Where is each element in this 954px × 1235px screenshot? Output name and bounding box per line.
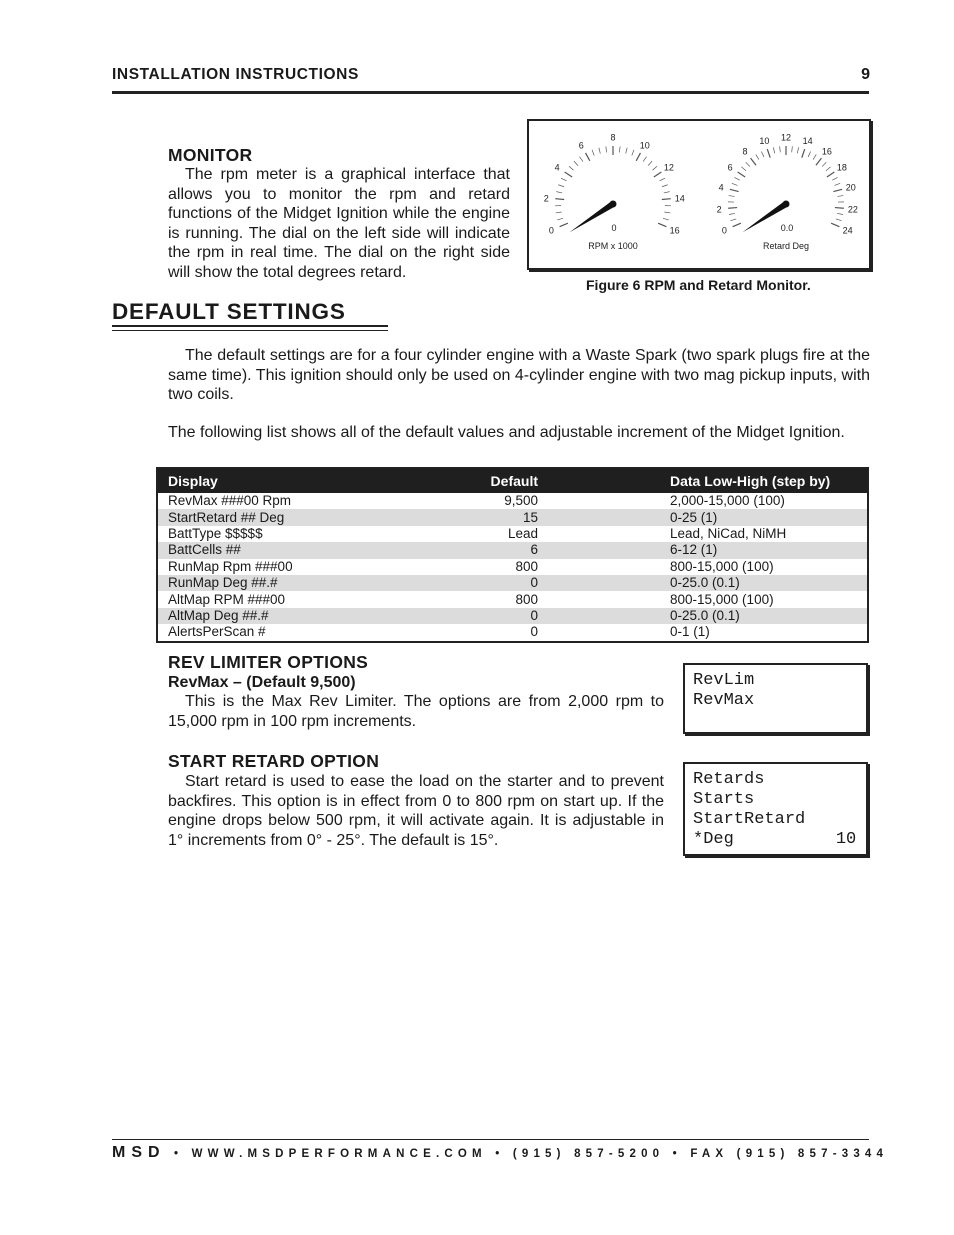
gauge-tick-label: 16 [821, 146, 832, 157]
table-header-row [157, 468, 868, 493]
gauge-tick [606, 146, 607, 152]
gauge-tick [761, 151, 764, 156]
gauge-tick-label: 4 [718, 182, 724, 193]
lcd-line: Starts [693, 790, 755, 809]
table-cell-display: StartRetard ## Deg [157, 509, 398, 525]
table-cell-default: 800 [515, 591, 538, 607]
page-number: 9 [861, 66, 870, 83]
gauge-tick [569, 166, 574, 170]
table-row [157, 493, 868, 509]
table-cell-default: 0 [530, 624, 538, 640]
gauge-tick [746, 162, 750, 166]
gauge-tick-label: 12 [663, 162, 674, 173]
gauge-tick [732, 183, 738, 185]
table-row [157, 542, 868, 558]
table-row [157, 526, 868, 542]
gauge-tick [556, 212, 562, 213]
gauge-tick [660, 178, 665, 181]
table-row [157, 591, 868, 607]
footer-fax: FAX (915) 857-3344 [690, 1148, 889, 1160]
default-settings-paragraph-2: The following list shows all of the default values and adjustable increment of the Midget Ignition. [168, 424, 845, 441]
gauge-tick [835, 208, 844, 209]
table-cell-display: AltMap RPM ###00 [168, 591, 286, 607]
monitor-heading: MONITOR [168, 145, 253, 165]
gauge-unit-label: Retard Deg [762, 241, 810, 251]
gauge-tick [837, 213, 843, 214]
gauge-tick [780, 146, 781, 152]
table-cell-range: 800-15,000 (100) [670, 591, 774, 607]
gauge-tick [802, 149, 805, 158]
table-cell-display: RevMax ###00 Rpm [168, 493, 292, 509]
table-cell-display: RunMap Rpm ###00 [168, 558, 293, 574]
gauge-tick [837, 196, 843, 197]
gauge-tick [728, 208, 737, 209]
table-cell-display: AltMap Deg ##.# [157, 608, 398, 624]
gauge-tick [654, 172, 662, 177]
gauge-tick-label: 6 [727, 162, 733, 173]
gauge-tick-label: 16 [669, 225, 680, 236]
table-cell-display: BattType $$$$$ [168, 525, 263, 541]
table-cell-range: 0-25.0 (0.1) [544, 608, 868, 624]
gauge-hub [610, 201, 617, 208]
gauge-tick [756, 154, 759, 159]
gauge-tick [822, 162, 826, 166]
gauge-tick-label: 12 [780, 132, 792, 143]
gauge-tick [797, 147, 798, 153]
gauge-tick-label: 4 [554, 162, 560, 173]
table-cell-default: 6 [398, 542, 544, 558]
col-header-range: Data Low-High (step by) [544, 468, 868, 493]
gauge-tick-label: 14 [802, 136, 813, 147]
table-cell-range: 2,000-15,000 (100) [670, 493, 785, 509]
lcd-line: RevMax [693, 691, 755, 710]
gauge-tick [767, 149, 770, 158]
table-row [157, 509, 868, 525]
gauge-tick-label: 22 [847, 204, 858, 215]
col-header-display: Display [157, 468, 398, 493]
gauge-tick-label: 10 [639, 140, 650, 151]
gauge-tick [831, 223, 839, 227]
gauge-tick [751, 158, 756, 165]
gauge-tick [741, 167, 746, 171]
gauge-tick-label: 2 [716, 204, 722, 215]
gauge-tick [733, 223, 741, 227]
col-header-default: Default [398, 468, 544, 493]
gauge-tick [734, 177, 739, 180]
gauge-tick [808, 151, 811, 156]
gauge-tick [556, 192, 562, 193]
table-cell-default: 15 [398, 509, 544, 525]
table-row [157, 575, 868, 591]
default-settings-paragraph-1: The default settings are for a four cylinder engine with a Waste Spark (two spark plugs fire at the same time). This ignition should only be used on 4-cylinder engine with two mag pickup inputs, with two coils. [168, 347, 870, 404]
gauge-tick [560, 223, 568, 227]
gauge-tick [632, 150, 634, 156]
gauge-tick [565, 172, 573, 177]
table-cell-display: BattCells ## [157, 542, 398, 558]
gauge-tick [832, 177, 837, 180]
gauge-tick-label: 0 [548, 225, 554, 236]
rev-limiter-heading: REV LIMITER OPTIONS [168, 652, 369, 672]
gauge-tick [658, 223, 666, 227]
gauge-tick-label: 2 [543, 193, 549, 204]
gauge-tick [662, 185, 668, 187]
table-cell-range: 800-15,000 (100) [670, 558, 774, 574]
start-retard-heading: START RETARD OPTION [168, 751, 380, 771]
table-cell-default: 800 [515, 558, 538, 574]
gauge-unit-label: RPM x 1000 [588, 241, 638, 251]
table-row [157, 559, 868, 575]
heading-rule-thin [112, 330, 388, 331]
table-cell-default: Lead [507, 525, 538, 541]
table-cell-default: 0 [398, 608, 544, 624]
gauge-tick [836, 219, 842, 221]
header-rule [112, 91, 869, 94]
table-cell-display: RunMap Deg ##.# [157, 575, 398, 591]
gauge-tick [730, 219, 736, 221]
table-cell-range: 0-25.0 (0.1) [544, 575, 868, 591]
gauge-tick [827, 172, 835, 177]
monitor-text: The rpm meter is a graphical interface that allows you to monitor the rpm and retard functions of the Midget Ignition while the engine is running. The dial on the left side will indicate the rpm in real time. The dial on the right side will show the total degrees retard. [168, 166, 510, 281]
start-retard-lcd-display [683, 762, 868, 856]
table-row [157, 624, 868, 641]
retard-gauge [717, 133, 858, 252]
gauges-svg [529, 121, 869, 268]
gauge-hub [783, 201, 790, 208]
rpm-retard-monitor-figure [527, 119, 871, 270]
lcd-line: StartRetard [693, 810, 806, 829]
gauge-tick [626, 148, 627, 154]
gauge-tick [592, 150, 594, 156]
default-settings-table [156, 467, 869, 643]
revlim-lcd-display [683, 663, 868, 734]
gauge-tick [826, 167, 831, 171]
gauge-tick [555, 199, 564, 200]
lcd-line: RevLim [693, 671, 755, 690]
revmax-subheading: RevMax – (Default 9,500) [168, 674, 356, 691]
rev-limiter-text: This is the Max Rev Limiter. The options are from 2,000 rpm to 15,000 rpm in 100 rpm increments. [168, 693, 664, 730]
start-retard-text: Start retard is used to ease the load on the starter and to prevent backfires. This option is in effect from 0 to 800 rpm on start up. If the engine drops below 500 rpm, it will activate again. It is adjustable in 1° increments from 0° - 25°. The default is 15°. [168, 773, 664, 849]
gauge-tick [835, 183, 841, 185]
footer-website: WWW.MSDPERFORMANCE.COM [191, 1148, 487, 1160]
table-cell-range: 6-12 (1) [544, 542, 868, 558]
gauge-tick [558, 185, 564, 187]
gauge-tick-label: 8 [610, 132, 616, 143]
gauge-tick [643, 157, 646, 162]
figure-caption: Figure 6 RPM and Retard Monitor. [586, 277, 811, 293]
gauge-tick [599, 148, 600, 154]
gauge-tick [816, 158, 821, 165]
gauge-value-label: 0 [611, 223, 617, 233]
page-footer: MSD • WWW.MSDPERFORMANCE.COM • (915) 857-5200 • FAX (915) 857-3344 [112, 1144, 889, 1161]
gauge-tick [664, 212, 670, 213]
gauge-tick [738, 172, 746, 177]
gauge-tick-label: 0 [721, 225, 727, 236]
gauge-tick [636, 153, 640, 161]
gauge-tick [730, 189, 739, 191]
gauge-tick-label: 6 [578, 140, 584, 151]
gauge-tick [561, 178, 566, 181]
table-row [157, 608, 868, 624]
lcd-line: Retards [693, 770, 765, 789]
gauge-tick [792, 146, 793, 152]
gauge-tick [653, 166, 658, 170]
footer-phone: (915) 857-5200 [512, 1148, 665, 1160]
table-cell-range: 0-25 (1) [544, 509, 868, 525]
gauge-tick-label: 18 [836, 162, 847, 173]
gauge-tick [729, 196, 735, 197]
gauge-tick [648, 161, 652, 165]
gauge-tick [729, 213, 735, 214]
lcd-line: *Deg 10 [693, 830, 857, 849]
gauge-tick-label: 8 [742, 146, 748, 157]
default-settings-heading: DEFAULT SETTINGS [112, 299, 346, 324]
gauge-tick [773, 147, 774, 153]
gauge-tick [586, 153, 590, 161]
gauge-tick [579, 157, 582, 162]
gauge-tick [557, 218, 563, 220]
gauge-needle [569, 201, 617, 233]
gauge-tick [813, 154, 816, 159]
table-cell-default: 9,500 [504, 493, 538, 509]
table-cell-range: Lead, NiCad, NiMH [670, 525, 787, 541]
gauge-tick [663, 218, 669, 220]
gauge-tick-label: 14 [674, 193, 685, 204]
gauge-tick [662, 199, 671, 200]
gauge-tick [574, 161, 578, 165]
table-cell-default: 0 [398, 575, 544, 591]
table-cell-display: AlertsPerScan # [168, 624, 266, 640]
gauge-tick-label: 24 [842, 225, 853, 236]
table-cell-range: 0-1 (1) [670, 624, 710, 640]
footer-brand: MSD [112, 1144, 166, 1161]
gauge-tick [664, 192, 670, 193]
rpm-gauge [544, 133, 685, 252]
page-header-title: INSTALLATION INSTRUCTIONS [112, 66, 359, 83]
footer-rule [112, 1139, 869, 1140]
gauge-tick-label: 10 [759, 136, 770, 147]
heading-rule-thick [112, 325, 388, 327]
gauge-tick-label: 20 [845, 182, 856, 193]
gauge-value-label: 0.0 [780, 223, 794, 233]
gauge-tick [833, 189, 842, 191]
gauge-tick [619, 146, 620, 152]
